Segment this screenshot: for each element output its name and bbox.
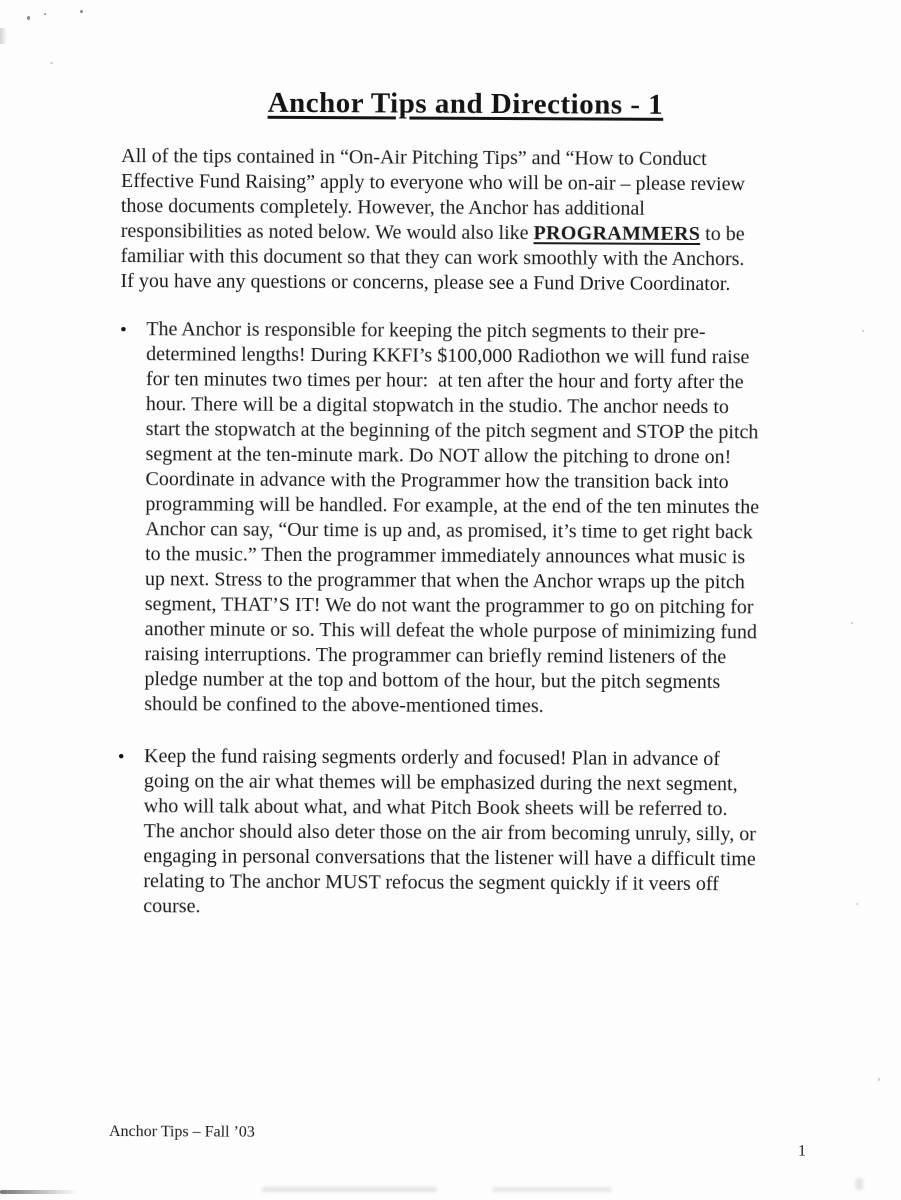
text-line: determined lengths! During KKFI’s $100,000 Radiothon we will fund raise: [146, 343, 750, 369]
text-line: Effective Fund Raising” apply to everyone who will be on-air – please review: [120, 170, 745, 196]
bullet-text-1: [144, 317, 760, 720]
text-line: The Anchor is responsible for keeping the pitch segments to their pre-: [146, 318, 706, 344]
text-line: who will talk about what, and what Pitch Book sheets will be referred to.: [143, 795, 728, 821]
scan-speck: [851, 622, 853, 624]
text-line: All of the tips contained in “On-Air Pitching Tips” and “How to Conduct: [121, 145, 707, 171]
text-segment: to be: [700, 223, 745, 246]
text-line: another minute or so. This will defeat the whole purpose of minimizing fund: [144, 618, 758, 644]
bullet-text-2: [143, 744, 756, 922]
scan-speck: [27, 16, 30, 20]
text-line: relating to The anchor MUST refocus the segment quickly if it veers off: [143, 870, 719, 896]
scan-streak-artifact: [0, 1190, 78, 1194]
bullet-item-2: [117, 744, 756, 922]
text-line: Keep the fund raising segments orderly and focused! Plan in advance of: [143, 745, 721, 771]
text-line: course.: [143, 895, 201, 918]
text-line: segment at the ten-minute mark. Do NOT allow the pitching to drone on!: [145, 443, 732, 469]
text-line: those documents completely. However, the Anchor has additional: [120, 195, 645, 220]
text-line: segment, THAT’S IT! We do not want the programmer to go on pitching for: [144, 593, 754, 619]
scan-smudge: [262, 1187, 437, 1192]
bullet-icon: ●: [120, 324, 127, 336]
scan-speck: [856, 903, 858, 905]
page-number: 1: [797, 1142, 807, 1160]
text-line: engaging in personal conversations that the listener will have a difficult time: [143, 845, 756, 871]
text-line: programming will be handled. For example, at the end of the ten minutes the: [145, 493, 760, 519]
footer-doc-label: Anchor Tips – Fall ’03: [109, 1122, 255, 1141]
page-content: [109, 0, 812, 1200]
text-line: pledge number at the top and bottom of the hour, but the pitch segments: [144, 668, 721, 694]
bullet-icon: ●: [118, 751, 125, 763]
text-line: Anchor can say, “Our time is up and, as promised, it’s time to get right back: [145, 518, 753, 544]
scan-smudge: [492, 1187, 612, 1192]
text-line: going on the air what themes will be emphasized during the next segment,: [143, 770, 738, 796]
intro-paragraph: [120, 144, 745, 297]
text-line: familiar with this document so that they can work smoothly with the Anchors.: [120, 245, 745, 271]
text-line: start the stopwatch at the beginning of the pitch segment and STOP the pitch: [145, 418, 759, 444]
text-line: should be confined to the above-mentioned times.: [144, 693, 544, 718]
text-line: up next. Stress to the programmer that when the Anchor wraps up the pitch: [144, 568, 745, 594]
scan-edge-artifact: [0, 28, 7, 44]
text-line: The anchor should also deter those on the air from becoming unruly, silly, or: [143, 820, 756, 846]
text-line: raising interruptions. The programmer can briefly remind listeners of the: [144, 643, 727, 669]
scan-speck: [862, 330, 864, 332]
text-line: [121, 219, 745, 247]
bullet-item-1: [118, 317, 760, 720]
text-line: to the music.” Then the programmer immediately announces what music is: [145, 543, 746, 569]
scan-smudge: [855, 1178, 863, 1190]
scan-speck: [50, 62, 53, 64]
text-segment: responsibilities as noted below. We would also like: [120, 220, 534, 245]
text-line: Coordinate in advance with the Programmer how the transition back into: [145, 468, 729, 494]
scan-speck: [80, 10, 83, 13]
document-title: Anchor Tips and Directions - 1: [267, 86, 664, 121]
text-line: for ten minutes two times per hour: at ten after the hour and forty after the: [145, 368, 744, 394]
scan-speck: [44, 13, 46, 15]
text-line: hour. There will be a digital stopwatch in the studio. The anchor needs to: [145, 393, 729, 419]
emphasis-text: PROGRAMMERS: [533, 222, 701, 246]
text-line: If you have any questions or concerns, please see a Fund Drive Coordinator.: [120, 270, 731, 296]
scan-speck: [878, 1078, 880, 1081]
